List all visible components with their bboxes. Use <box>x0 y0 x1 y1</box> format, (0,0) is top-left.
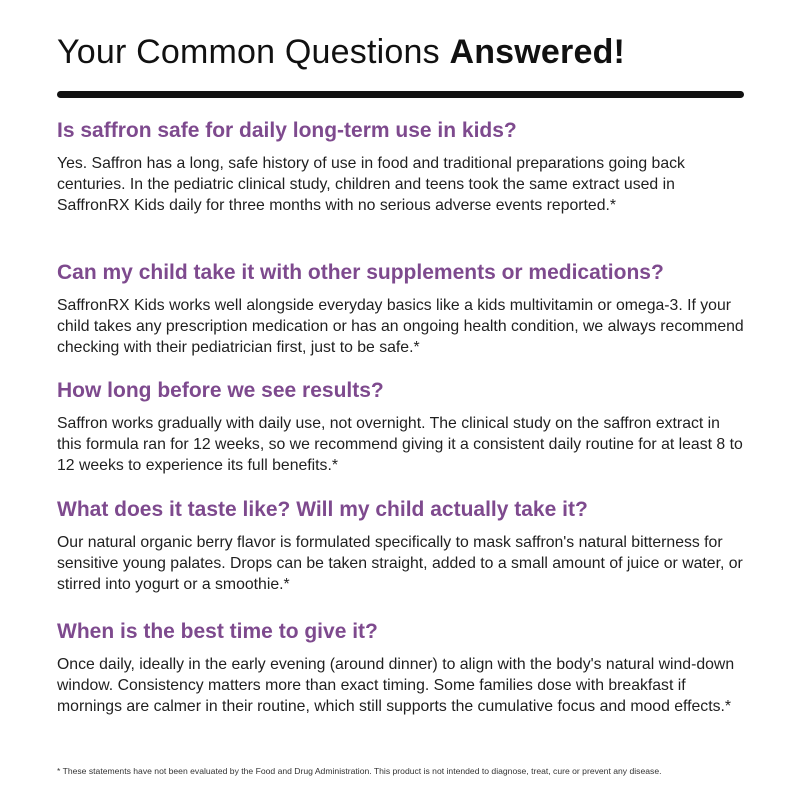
faq-item <box>57 260 747 358</box>
page-title <box>57 30 625 74</box>
faq-question: When is the best time to give it? <box>57 620 378 643</box>
faq-question: Can my child take it with other supplements or medications? <box>57 261 664 284</box>
fda-disclaimer: * These statements have not been evaluated by the Food and Drug Administration. This product is not intended to diagnose, treat, cure or prevent any disease. <box>57 766 662 776</box>
faq-item <box>57 378 747 476</box>
faq-answer: Our natural organic berry flavor is formulated specifically to mask saffron's natural bitterness for sensitive young palates. Drops can be taken straight, added to a small amount of juice or water, or stirred into yogurt or a smoothie.* <box>57 534 743 593</box>
title-divider <box>57 91 744 98</box>
faq-answer: Yes. Saffron has a long, safe history of use in food and traditional preparations going back centuries. In the pediatric clinical study, children and teens took the same extract used in SaffronRX Kids daily for three months with no serious adverse events reported.* <box>57 155 685 214</box>
faq-item <box>57 497 747 595</box>
faq-answer: Saffron works gradually with daily use, not overnight. The clinical study on the saffron extract in this formula ran for 12 weeks, so we recommend giving it a consistent daily routine for at least 8 to 12 weeks to experience its full benefits.* <box>57 415 743 474</box>
faq-question: Is saffron safe for daily long-term use in kids? <box>57 119 517 142</box>
faq-item <box>57 118 747 216</box>
page-title-light: Your Common Questions <box>57 33 450 71</box>
faq-question: What does it taste like? Will my child actually take it? <box>57 498 588 521</box>
faq-answer: Once daily, ideally in the early evening (around dinner) to align with the body's natural wind-down window. Consistency matters more than exact timing. Some families dose with breakfast if mornings are calmer in their routine, which still supports the cumulative focus and mood effects.* <box>57 656 735 715</box>
faq-answer: SaffronRX Kids works well alongside everyday basics like a kids multivitamin or omega-3. If your child takes any prescription medication or has an ongoing health condition, we always recommend checking with their pediatrician first, just to be safe.* <box>57 297 744 356</box>
faq-item <box>57 619 747 717</box>
faq-question: How long before we see results? <box>57 379 384 402</box>
page-title-bold: Answered! <box>449 33 626 71</box>
